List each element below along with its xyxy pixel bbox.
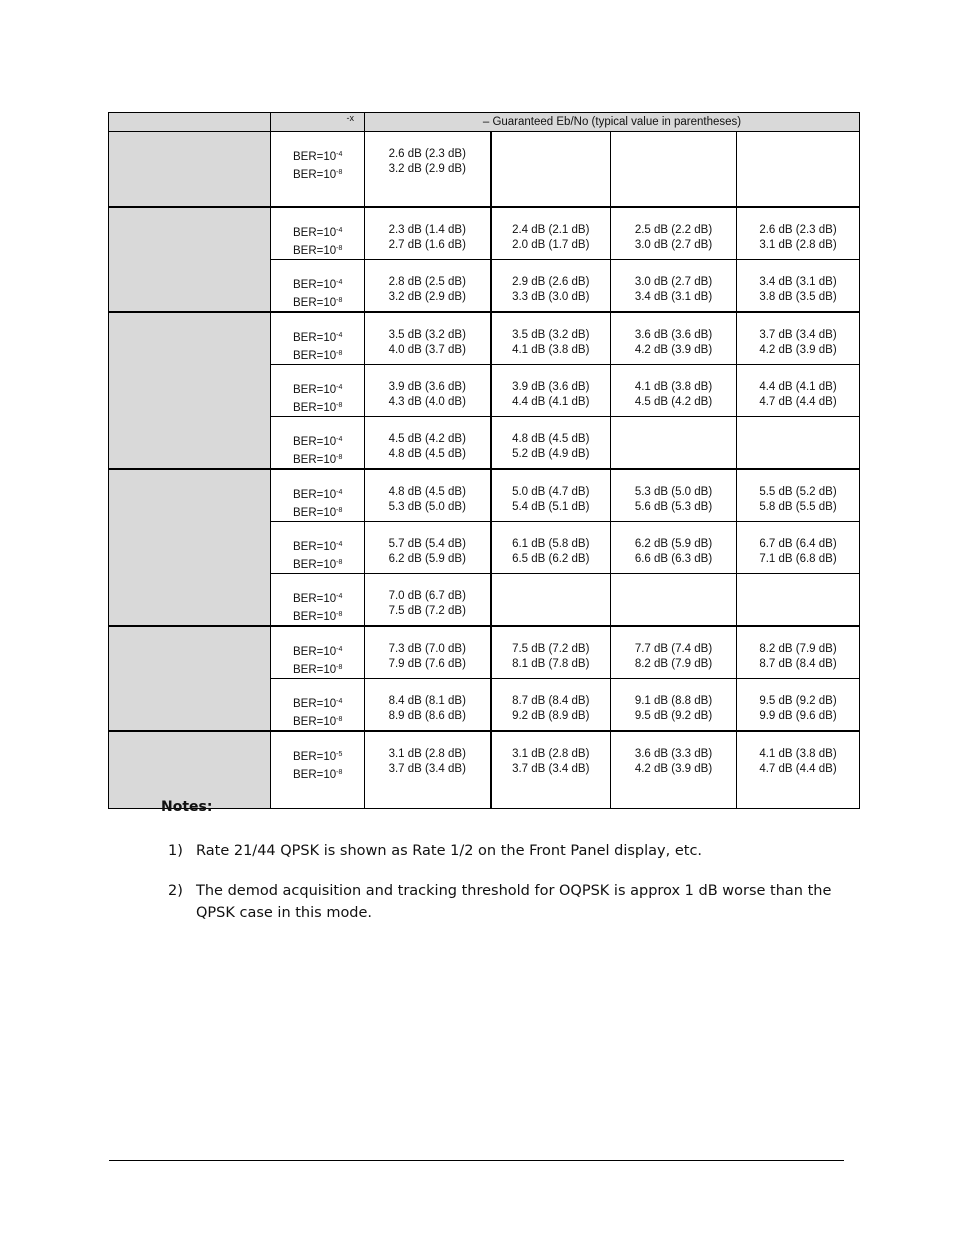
guaranteed-line-1e-4: 2.4 dB (2.1 dB) [512,223,590,236]
ber-cell [271,207,365,260]
guaranteed-line-1e-8: 7.5 dB (7.2 dB) [388,604,466,617]
ber-line-1: $BER=10^{-4}$ [293,488,343,501]
ber-cell [271,521,365,573]
guaranteed-line-1e-4: 2.6 dB (2.3 dB) [388,148,466,160]
guaranteed-line-1e-4: 4.1 dB (3.8 dB) [759,747,837,760]
eb-no-value-cell [365,312,491,365]
group-label-cell [109,207,271,312]
guaranteed-line-1e-8: 4.5 dB (4.2 dB) [634,395,713,408]
guaranteed-line-1e-8: 4.2 dB (3.9 dB) [634,762,713,775]
ber-line-2: $BER=10^{-8}$ [293,610,343,623]
guaranteed-line-1e-4: 7.7 dB (7.4 dB) [634,642,713,655]
ber-line-1: $BER=10^{-4}$ [293,151,343,163]
ber-line-2: $BER=10^{-8}$ [293,296,343,309]
guaranteed-line-1e-4: 7.5 dB (7.2 dB) [512,642,590,655]
guaranteed-line-1e-8: 3.3 dB (3.0 dB) [512,290,590,303]
table-header-row [109,113,860,132]
guaranteed-line-1e-8: 3.4 dB (3.1 dB) [634,290,713,303]
ber-line-1: $BER=10^{-4}$ [293,278,343,291]
ber-line-2: $BER=10^{-8}$ [293,401,343,414]
ber-line-2: $BER=10^{-8}$ [293,453,343,466]
ber-line-2: $BER=10^{-8}$ [293,558,343,571]
eb-no-value-cell [491,259,611,312]
ber-line-1: $BER=10^{-4}$ [293,697,343,710]
guaranteed-line-1e-4: 3.9 dB (3.6 dB) [388,380,466,393]
eb-no-value-cell [737,521,860,573]
guaranteed-line-1e-4: 5.0 dB (4.7 dB) [512,485,590,498]
eb-no-value-cell [365,573,491,626]
ber-line-2: $BER=10^{-8}$ [293,349,343,362]
eb-no-value-cell [365,207,491,260]
guaranteed-line-1e-4: 7.0 dB (6.7 dB) [388,589,466,602]
group-label-cell [109,132,271,207]
ber-line-1: $BER=10^{-4}$ [293,435,343,448]
guaranteed-line-1e-8: 4.2 dB (3.9 dB) [634,343,713,356]
eb-no-value-cell [365,364,491,416]
table-row [109,312,860,365]
footer-rule [109,1160,844,1161]
guaranteed-line-1e-4: 3.1 dB (2.8 dB) [388,747,466,760]
table-row [109,207,860,260]
eb-no-value-cell [611,678,737,731]
ber-cell [271,573,365,626]
guaranteed-line-1e-4: 7.3 dB (7.0 dB) [388,642,466,655]
guaranteed-line-1e-4: 5.7 dB (5.4 dB) [388,537,466,550]
ber-cell [271,416,365,469]
eb-no-value-cell [365,731,491,809]
eb-no-threshold-table [108,112,860,809]
eb-no-value-cell [611,364,737,416]
eb-no-value-cell [611,312,737,365]
eb-no-value-cell [365,678,491,731]
group-label-cell [109,312,271,469]
guaranteed-line-1e-8: 4.7 dB (4.4 dB) [759,762,837,775]
eb-no-value-cell [737,469,860,522]
guaranteed-line-1e-4: 3.4 dB (3.1 dB) [759,275,837,288]
guaranteed-line-1e-8: 9.9 dB (9.6 dB) [759,709,837,722]
guaranteed-line-1e-4: 2.6 dB (2.3 dB) [759,223,837,236]
eb-no-value-cell [491,207,611,260]
group-label-cell [109,469,271,626]
guaranteed-line-1e-4: 3.5 dB (3.2 dB) [512,328,590,341]
eb-no-value-cell [491,573,611,626]
eb-no-value-cell [491,132,611,207]
guaranteed-line-1e-8: 8.1 dB (7.8 dB) [512,657,590,670]
ber-line-1: $BER=10^{-4}$ [293,331,343,344]
guaranteed-line-1e-4: 4.5 dB (4.2 dB) [388,432,466,445]
ber-cell [271,312,365,365]
guaranteed-line-1e-8: 7.9 dB (7.6 dB) [388,657,466,670]
eb-no-value-cell [737,573,860,626]
guaranteed-line-1e-4: 3.5 dB (3.2 dB) [388,328,466,341]
eb-no-value-cell [491,626,611,679]
ber-line-2: $BER=10^{-8}$ [293,663,343,676]
guaranteed-line-1e-4: 3.6 dB (3.3 dB) [634,747,713,760]
ber-line-1: $BER=10^{-4}$ [293,226,343,239]
header-ber-cell: -x [271,113,365,132]
guaranteed-line-1e-4: 3.0 dB (2.7 dB) [634,275,713,288]
ber-line-1: $BER=10^{-5}$ [293,750,343,763]
eb-no-value-cell [491,312,611,365]
ber-cell [271,364,365,416]
note-1-number: 1) [168,843,183,859]
eb-no-value-cell [365,132,491,207]
guaranteed-line-1e-8: 3.8 dB (3.5 dB) [759,290,837,303]
eb-no-value-cell [611,626,737,679]
guaranteed-line-1e-4: 3.1 dB (2.8 dB) [512,747,590,760]
guaranteed-line-1e-8: 2.0 dB (1.7 dB) [512,238,590,251]
eb-no-value-cell [737,259,860,312]
guaranteed-line-1e-8: 4.4 dB (4.1 dB) [512,395,590,408]
guaranteed-line-1e-8: 3.1 dB (2.8 dB) [759,238,837,251]
ber-line-2: $BER=10^{-8}$ [293,768,343,781]
guaranteed-line-1e-8: 4.7 dB (4.4 dB) [759,395,837,408]
eb-no-value-cell [365,416,491,469]
ber-cell [271,259,365,312]
guaranteed-line-1e-4: 8.2 dB (7.9 dB) [759,642,837,655]
guaranteed-line-1e-8: 6.2 dB (5.9 dB) [388,552,466,565]
table-row [109,626,860,679]
eb-no-value-cell [611,521,737,573]
guaranteed-line-1e-8: 5.6 dB (5.3 dB) [634,500,713,513]
eb-no-value-cell [611,469,737,522]
group-label-cell [109,626,271,731]
ber-cell [271,731,365,809]
eb-no-value-cell [737,731,860,809]
eb-no-value-cell [365,469,491,522]
table-row [109,132,860,207]
eb-no-value-cell [365,259,491,312]
guaranteed-line-1e-4: 3.6 dB (3.6 dB) [634,328,713,341]
eb-no-value-cell [737,312,860,365]
guaranteed-line-1e-8: 4.8 dB (4.5 dB) [388,447,466,460]
note-1-text: Rate 21/44 QPSK is shown as Rate 1/2 on the Front Panel display, etc. [196,843,703,859]
guaranteed-line-1e-8: 7.1 dB (6.8 dB) [759,552,837,565]
ber-line-2: $BER=10^{-8}$ [293,715,343,728]
guaranteed-line-1e-8: 5.2 dB (4.9 dB) [512,447,590,460]
guaranteed-line-1e-4: 3.7 dB (3.4 dB) [759,328,837,341]
header-title-cell: – Guaranteed Eb/No (typical value in parentheses) [365,113,860,132]
group-label-cell [109,731,271,809]
eb-no-value-cell [737,207,860,260]
ber-cell [271,132,365,207]
guaranteed-line-1e-4: 6.1 dB (5.8 dB) [512,537,590,550]
table-row [109,469,860,522]
guaranteed-line-1e-8: 3.0 dB (2.7 dB) [634,238,713,251]
ber-line-1: $BER=10^{-4}$ [293,645,343,658]
guaranteed-line-1e-4: 9.5 dB (9.2 dB) [759,694,837,707]
eb-no-value-cell [611,731,737,809]
eb-no-value-cell [491,731,611,809]
guaranteed-line-1e-8: 5.8 dB (5.5 dB) [759,500,837,513]
ber-cell [271,678,365,731]
eb-no-value-cell [491,678,611,731]
eb-no-value-cell [611,132,737,207]
guaranteed-line-1e-4: 2.3 dB (1.4 dB) [388,223,466,236]
eb-no-value-cell [365,626,491,679]
guaranteed-line-1e-4: 5.3 dB (5.0 dB) [634,485,713,498]
guaranteed-line-1e-8: 3.7 dB (3.4 dB) [388,762,466,775]
eb-no-value-cell [611,416,737,469]
guaranteed-line-1e-8: 5.3 dB (5.0 dB) [388,500,466,513]
guaranteed-line-1e-8: 5.4 dB (5.1 dB) [512,500,590,513]
eb-no-value-cell [611,259,737,312]
guaranteed-line-1e-8: 3.2 dB (2.9 dB) [388,290,466,303]
guaranteed-line-1e-8: 2.7 dB (1.6 dB) [388,238,466,251]
ber-line-1: $BER=10^{-4}$ [293,592,343,605]
eb-no-value-cell [491,364,611,416]
ber-line-1: $BER=10^{-4}$ [293,383,343,396]
guaranteed-line-1e-4: 2.5 dB (2.2 dB) [634,223,713,236]
eb-no-value-cell [365,521,491,573]
guaranteed-line-1e-4: 2.9 dB (2.6 dB) [512,275,590,288]
eb-no-value-cell [491,416,611,469]
eb-no-value-cell [737,132,860,207]
guaranteed-line-1e-4: 6.7 dB (6.4 dB) [759,537,837,550]
eb-no-value-cell [737,364,860,416]
guaranteed-line-1e-4: 9.1 dB (8.8 dB) [634,694,713,707]
guaranteed-line-1e-4: 5.5 dB (5.2 dB) [759,485,837,498]
guaranteed-line-1e-8: 8.7 dB (8.4 dB) [759,657,837,670]
guaranteed-line-1e-8: 9.2 dB (8.9 dB) [512,709,590,722]
eb-no-value-cell [611,573,737,626]
eb-no-value-cell [491,521,611,573]
guaranteed-line-1e-4: 4.8 dB (4.5 dB) [512,432,590,445]
guaranteed-line-1e-8: 4.3 dB (4.0 dB) [388,395,466,408]
guaranteed-line-1e-4: 8.4 dB (8.1 dB) [388,694,466,707]
guaranteed-line-1e-8: 8.2 dB (7.9 dB) [634,657,713,670]
eb-no-value-cell [737,626,860,679]
guaranteed-line-1e-8: 3.7 dB (3.4 dB) [512,762,590,775]
guaranteed-line-1e-4: 8.7 dB (8.4 dB) [512,694,590,707]
table-row [109,731,860,809]
eb-no-value-cell [611,207,737,260]
guaranteed-line-1e-8: 6.6 dB (6.3 dB) [634,552,713,565]
ber-cell [271,626,365,679]
guaranteed-line-1e-8: 9.5 dB (9.2 dB) [634,709,713,722]
guaranteed-line-1e-4: 4.4 dB (4.1 dB) [759,380,837,393]
ber-line-2: $BER=10^{-8}$ [293,244,343,257]
guaranteed-line-1e-4: 4.8 dB (4.5 dB) [388,485,466,498]
ber-line-1: $BER=10^{-4}$ [293,540,343,553]
notes-title: Notes: [161,799,213,815]
ber-line-2: $BER=10^{-8}$ [293,506,343,519]
note-2-text: The demod acquisition and tracking threshold for OQPSK is approx 1 dB worse than the QPSK case in this mode. [196,883,832,921]
guaranteed-line-1e-8: 8.9 dB (8.6 dB) [388,709,466,722]
guaranteed-line-1e-4: 3.9 dB (3.6 dB) [512,380,590,393]
note-2-number: 2) [168,883,183,899]
table-body [109,132,860,809]
guaranteed-line-1e-8: 6.5 dB (6.2 dB) [512,552,590,565]
guaranteed-line-1e-8: 4.2 dB (3.9 dB) [759,343,837,356]
guaranteed-line-1e-8: 4.0 dB (3.7 dB) [388,343,466,356]
guaranteed-line-1e-8: 3.2 dB (2.9 dB) [388,163,466,175]
guaranteed-line-1e-4: 2.8 dB (2.5 dB) [388,275,466,288]
ber-cell [271,469,365,522]
ber-line-2: $BER=10^{-8}$ [293,169,343,181]
header-blank-cell [109,113,271,132]
eb-no-value-cell [737,416,860,469]
guaranteed-line-1e-4: 6.2 dB (5.9 dB) [634,537,713,550]
guaranteed-line-1e-8: 4.1 dB (3.8 dB) [512,343,590,356]
eb-no-value-cell [737,678,860,731]
eb-no-value-cell [491,469,611,522]
guaranteed-line-1e-4: 4.1 dB (3.8 dB) [634,380,713,393]
